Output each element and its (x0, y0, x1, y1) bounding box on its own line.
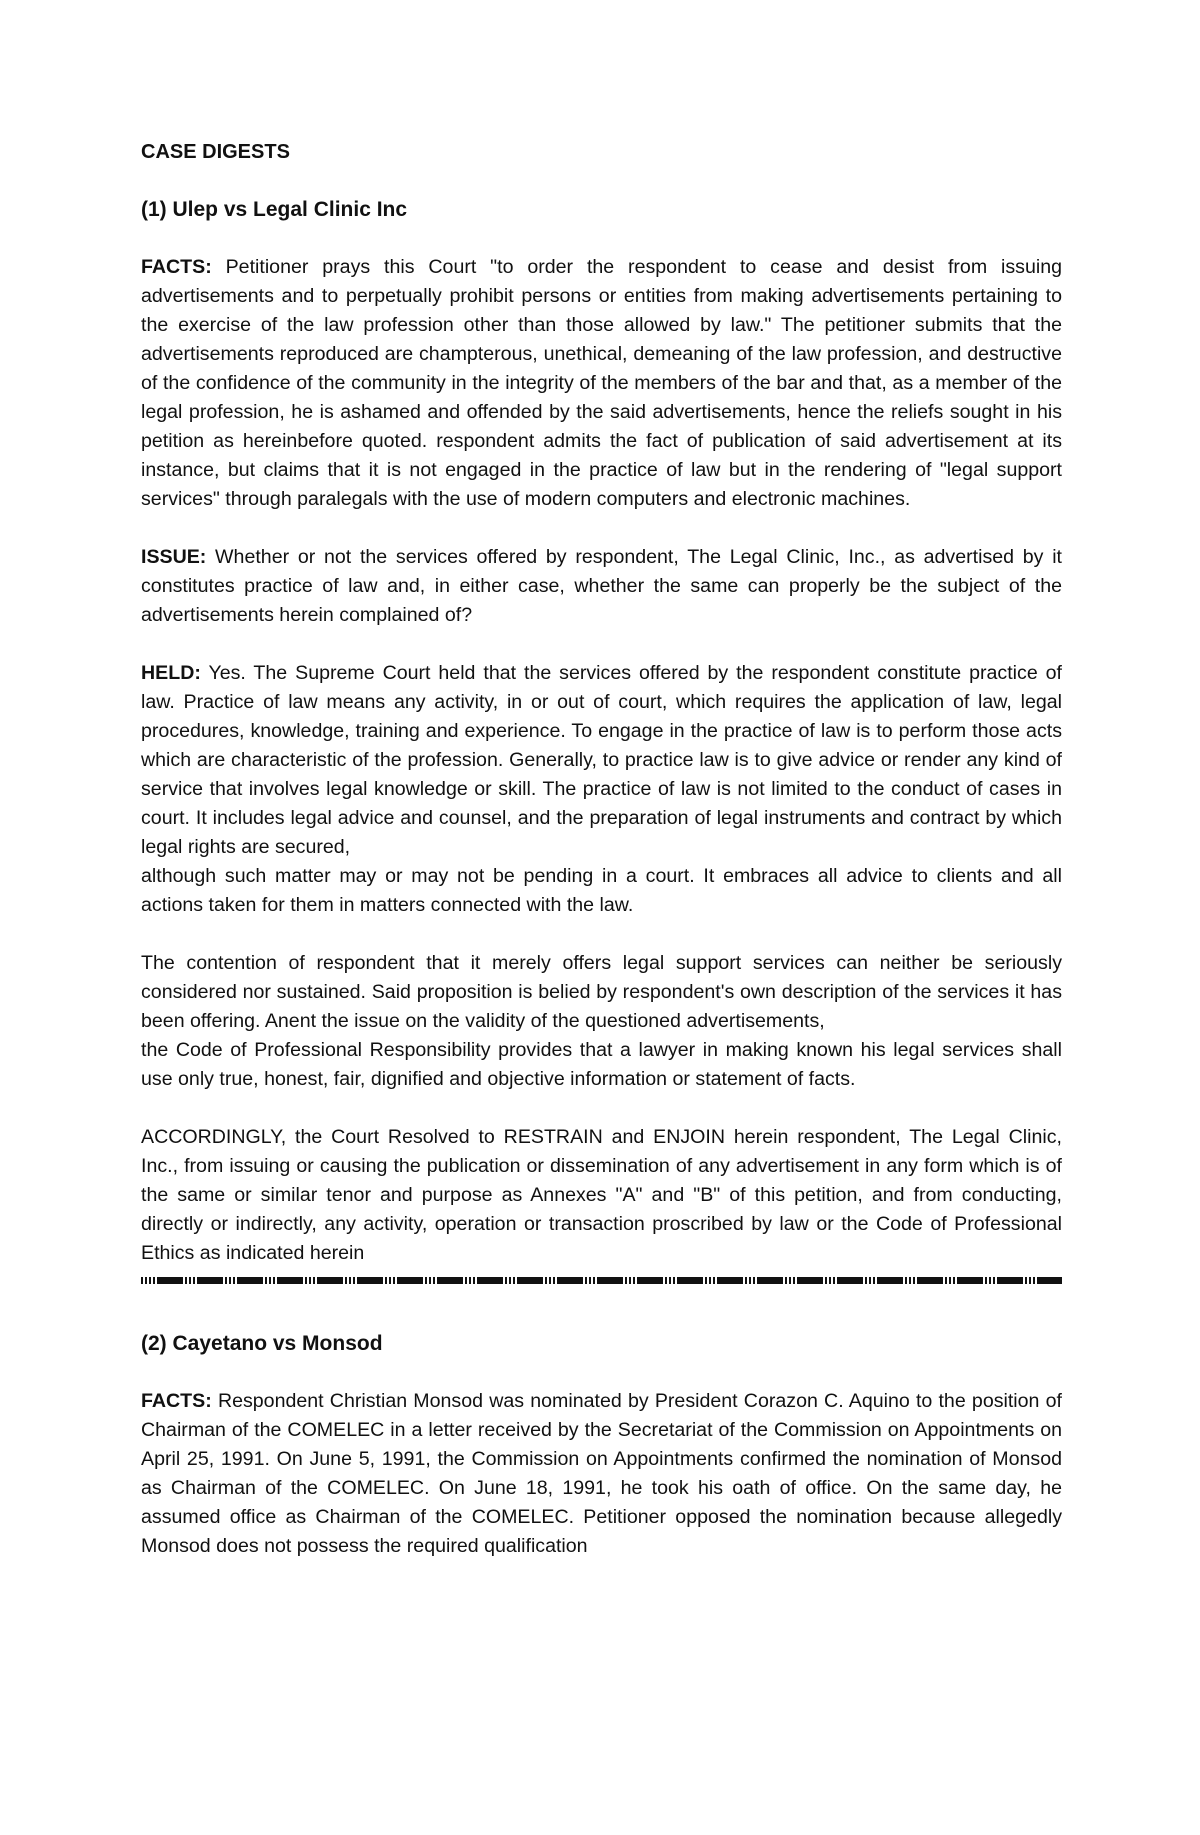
case-1-title: (1) Ulep vs Legal Clinic Inc (141, 198, 408, 221)
held-text: Yes. The Supreme Court held that the services offered by the respondent constitute practice of law. Practice of law means any activity, in or out of court, which requires the application of law, legal procedures, knowledge, training and experience. To engage in the practice of law is to perform those acts which are characteristic of the profession. Generally, to practice law is to give advice or render any kind of service that involves legal knowledge or skill. The practice of law is not limited to the conduct of cases in court. It includes legal advice and counsel, and the preparation of legal instruments and contract by which legal rights are secured, (141, 662, 1062, 858)
facts-text: Petitioner prays this Court "to order the respondent to cease and desist from issuing advertisements and to perpetually prohibit persons or entities from making advertisements pertaining to the exercise of the law profession other than those allowed by law." The petitioner submits that the advertisements reproduced are champterous, unethical, demeaning of the law profession, and destructive of the confidence of the community in the integrity of the members of the bar and that, as a member of the legal profession, he is ashamed and offended by the said advertisements, hence the reliefs sought in his petition as hereinbefore quoted. respondent admits the fact of publication of said advertisement at its instance, but claims that it is not engaged in the practice of law but in the rendering of "legal support services" through paralegals with the use of modern computers and electronic machines. (141, 256, 1062, 510)
case-1-held-continued: although such matter may or may not be pending in a court. It embraces all advice to clients and all actions taken for them in matters connected with the law. (141, 865, 1062, 916)
case-2-title: (2) Cayetano vs Monsod (141, 1332, 383, 1355)
facts-label: FACTS: (141, 256, 212, 278)
facts-text: Respondent Christian Monsod was nominated by President Corazon C. Aquino to the position of Chairman of the COMELEC in a letter received by the Secretariat of the Commission on Appointments on April 25, 1991. On June 5, 1991, the Commission on Appointments confirmed the nomination of Monsod as Chairman of the COMELEC. On June 18, 1991, he took his oath of office. On the same day, he assumed office as Chairman of the COMELEC. Petitioner opposed the nomination because allegedly Monsod does not possess the required qualification (141, 1390, 1062, 1557)
case-2-facts (141, 1387, 1062, 1561)
case-1-issue (141, 543, 1062, 630)
held-label: HELD: (141, 662, 201, 684)
case-1-contention: The contention of respondent that it merely offers legal support services can neither be seriously considered nor sustained. Said proposition is belied by respondent's own description of the services it has been offering. Anent the issue on the validity of the questioned advertisements, (141, 952, 1062, 1032)
case-1 (141, 195, 1062, 1268)
section-divider (141, 1277, 1062, 1284)
case-1-facts (141, 253, 1062, 514)
issue-text: Whether or not the services offered by respondent, The Legal Clinic, Inc., as advertised by it constitutes practice of law and, in either case, whether the same can properly be the subject of the advertisements herein complained of? (141, 546, 1062, 626)
case-1-contention-continued: the Code of Professional Responsibility provides that a lawyer in making known his legal services shall use only true, honest, fair, dignified and objective information or statement of facts. (141, 1039, 1062, 1090)
case-1-held (141, 659, 1062, 862)
case-2 (141, 1329, 1062, 1561)
case-1-accordingly: ACCORDINGLY, the Court Resolved to RESTRAIN and ENJOIN herein respondent, The Legal Clinic, Inc., from issuing or causing the publication or dissemination of any advertisement in any form which is of the same or similar tenor and purpose as Annexes "A" and "B" of this petition, and from conducting, directly or indirectly, any activity, operation or transaction proscribed by law or the Code of Professional Ethics as indicated herein (141, 1126, 1062, 1264)
document-title: CASE DIGESTS (141, 141, 290, 163)
issue-label: ISSUE: (141, 546, 207, 568)
facts-label: FACTS: (141, 1390, 212, 1412)
